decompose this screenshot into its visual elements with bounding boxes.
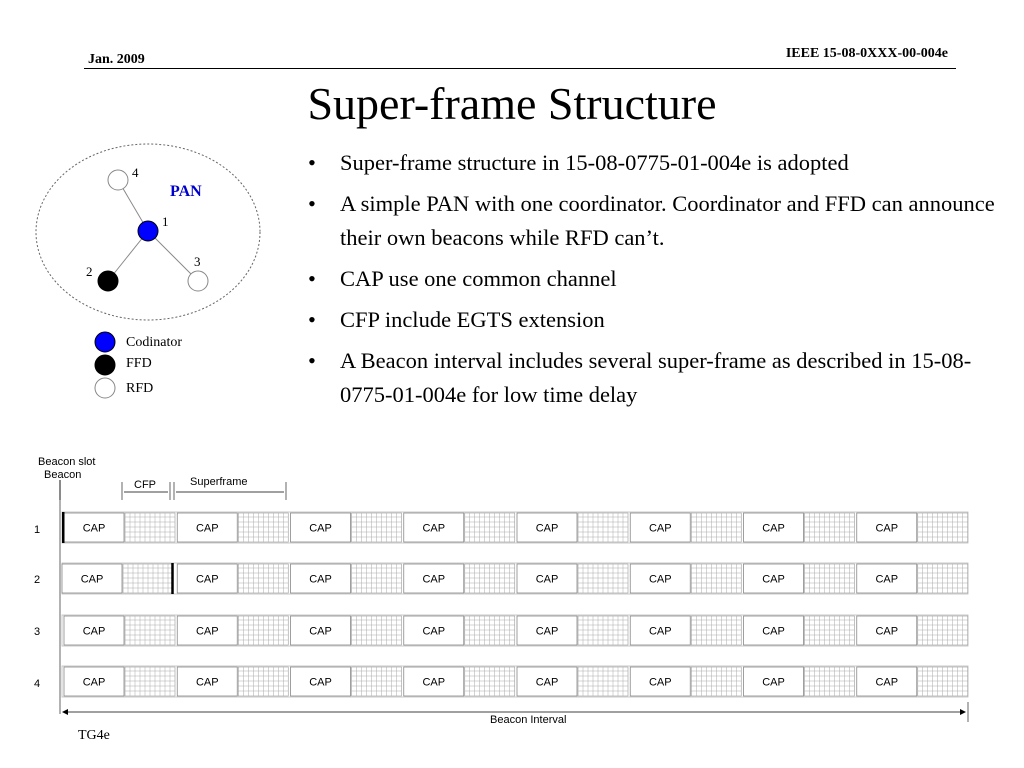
row-label: 3 [34,626,41,638]
cap-label: CAP [648,573,672,586]
cap-label: CAP [309,676,332,689]
node-4-rfd [108,170,128,190]
cfp-grid [125,513,175,542]
beacon-interval-arrowhead-right [960,709,966,715]
cap-label: CAP [762,625,785,638]
node-label-4: 4 [132,165,139,180]
legend-ffd-icon [95,355,115,375]
cap-label: CAP [82,625,106,638]
cfp-grid [465,616,515,645]
cap-label: CAP [762,676,785,689]
cap-label: CAP [422,573,446,586]
beacon-slot-marker [171,563,174,594]
superframe-diagram [0,440,1024,730]
node-label-2: 2 [86,264,93,279]
cap-label: CAP [195,676,219,689]
legend-ffd-label: FFD [126,356,152,371]
cfp-grid [352,667,402,696]
cap-label: CAP [195,625,219,638]
cfp-grid [805,564,855,593]
cfp-grid [691,667,741,696]
row-label: 2 [34,574,41,586]
bullet-item: • A Beacon interval includes several super-frame as described in 15-08-0775-01-004e for low time delay [300,344,1000,412]
cap-label: CAP [309,573,332,586]
bullet-item: • CAP use one common channel [300,262,1000,296]
legend-rfd-label: RFD [126,381,154,396]
superframe-row [62,615,968,646]
cfp-grid [578,616,628,645]
cfp-grid [465,513,515,542]
bullet-item: • Super-frame structure in 15-08-0775-01-004e is adopted [300,146,1000,180]
cfp-grid [238,564,288,593]
cap-label: CAP [422,522,446,535]
cfp-grid [352,564,402,593]
superframe-row [62,563,968,594]
cap-label: CAP [535,522,559,535]
cap-label: CAP [422,625,446,638]
cap-label: CAP [195,522,219,535]
bullet-list [300,146,1000,419]
cfp-grid [578,513,628,542]
cfp-grid [238,513,288,542]
cfp-grid [352,616,402,645]
cap-label: CAP [648,625,672,638]
cap-label: CAP [309,625,332,638]
row-label: 4 [34,678,41,690]
cfp-grid [578,564,628,593]
superframe-label: Superframe [190,476,248,488]
cap-label: CAP [875,573,899,586]
legend-rfd-icon [95,378,115,398]
superframe-rows [62,512,968,697]
node-label-1: 1 [162,214,169,229]
beacon-label: Beacon [44,469,82,481]
cap-label: CAP [875,676,899,689]
superframe-row [62,666,968,697]
cfp-grid [465,667,515,696]
cfp-grid [578,667,628,696]
cfp-grid [918,564,968,593]
beacon-interval-arrowhead-left [62,709,68,715]
cfp-grid [465,564,515,593]
cfp-grid [352,513,402,542]
beacon-interval-label: Beacon Interval [490,714,567,726]
cfp-grid [918,616,968,645]
cfp-grid [125,616,175,645]
legend-coordinator-label: Codinator [126,335,182,350]
cap-label: CAP [762,573,785,586]
cap-label: CAP [82,676,106,689]
node-3-rfd [188,271,208,291]
cfp-grid [805,513,855,542]
legend-coordinator-icon [95,332,115,352]
cap-label: CAP [648,676,672,689]
bullet-item: • CFP include EGTS extension [300,303,1000,337]
cfp-grid [918,513,968,542]
pan-label: PAN [170,183,202,200]
cap-label: CAP [648,522,672,535]
header-date: Jan. 2009 [88,52,145,67]
beacon-slot-label: Beacon slot [38,456,96,468]
bullet-item: • A simple PAN with one coordinator. Coordinator and FFD can announce their own beacons while RFD can’t. [300,187,1000,255]
row-label: 1 [34,524,41,536]
cap-label: CAP [195,573,219,586]
footer-label: TG4e [78,728,110,743]
node-2-ffd [98,271,118,291]
cfp-grid [123,564,173,593]
cap-label: CAP [422,676,446,689]
cap-label: CAP [535,573,559,586]
pan-diagram [0,0,300,420]
cfp-label: CFP [134,479,156,491]
cap-label: CAP [82,522,106,535]
cap-label: CAP [762,522,785,535]
cfp-grid [691,513,741,542]
beacon-slot-marker [62,512,65,543]
slide-title: Super-frame Structure [307,78,717,129]
superframe-row [62,512,968,543]
cfp-grid [805,616,855,645]
cfp-grid [125,667,175,696]
cfp-grid [238,616,288,645]
header-doc-id: IEEE 15-08-0XXX-00-004e [785,46,948,61]
cap-label: CAP [875,625,899,638]
link-1-3 [148,231,198,281]
cfp-grid [805,667,855,696]
node-label-3: 3 [194,254,201,269]
node-1-coordinator [138,221,158,241]
cap-label: CAP [535,625,559,638]
cap-label: CAP [80,573,104,586]
cap-label: CAP [875,522,899,535]
cfp-grid [691,616,741,645]
cap-label: CAP [309,522,332,535]
cap-label: CAP [535,676,559,689]
cfp-grid [691,564,741,593]
cfp-grid [918,667,968,696]
cfp-grid [238,667,288,696]
